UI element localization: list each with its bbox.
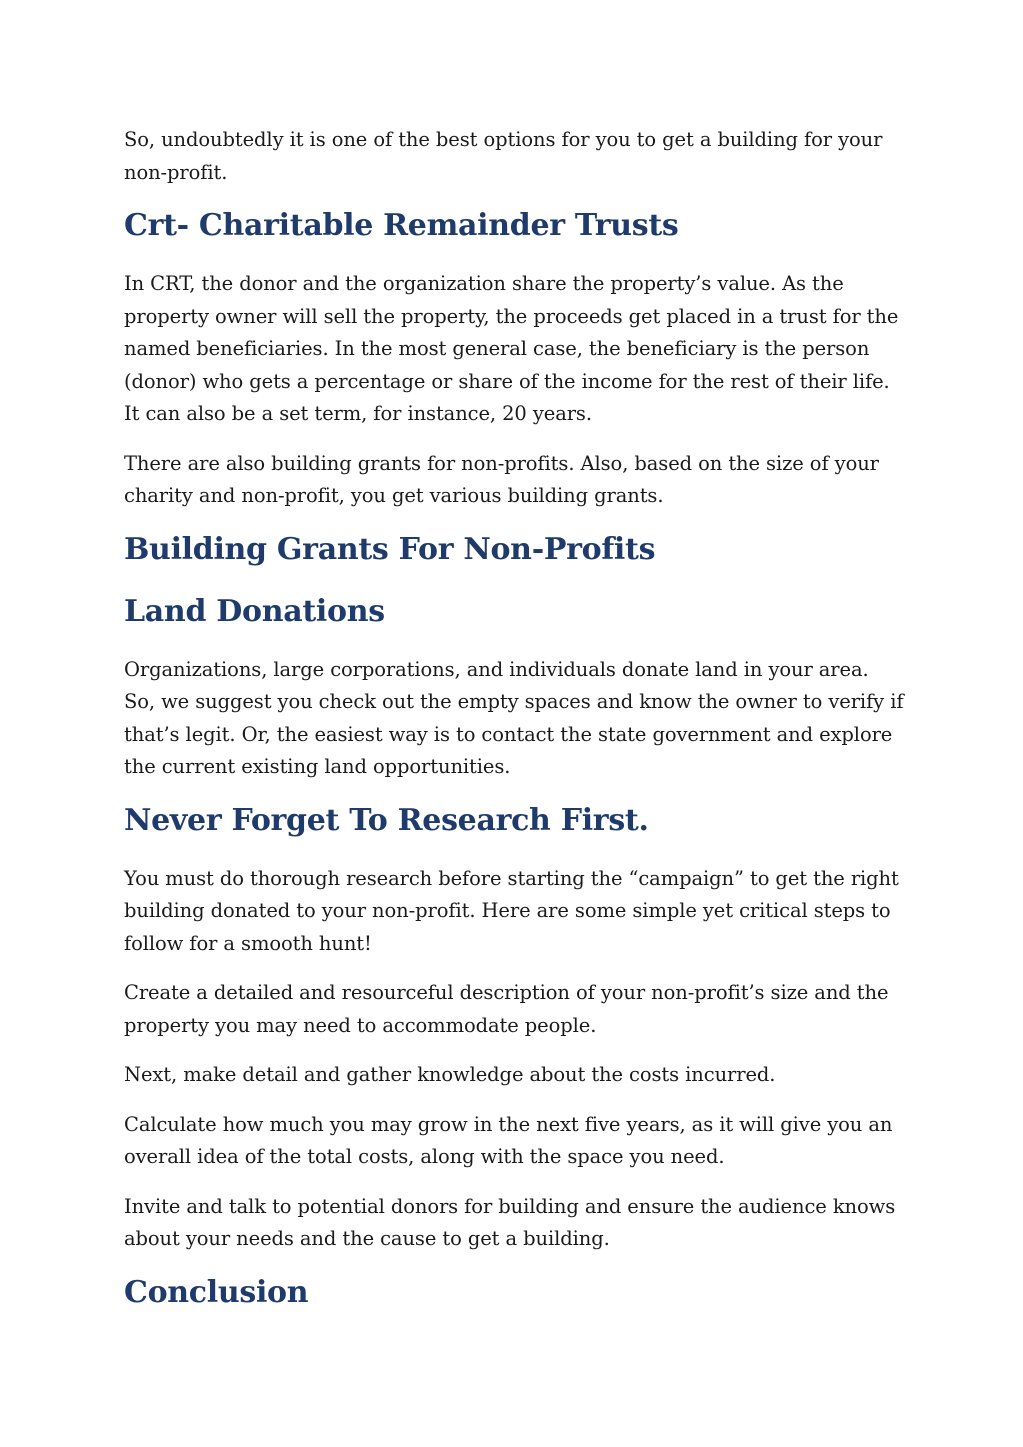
paragraph-step-growth: Calculate how much you may grow in the next five years, as it will give you an overall idea of the total costs, along with the space you need. [124,1112,893,1168]
paragraph-building-grants-intro: There are also building grants for non-profits. Also, based on the size of your charity and non-profit, you get various building grants. [124,451,879,507]
heading-building-grants: Building Grants For Non-Profits [124,531,656,567]
heading-land-donations: Land Donations [124,593,385,629]
document-page [124,124,904,1335]
paragraph-land-donations: Organizations, large corporations, and individuals donate land in your area. So, we suggest you check out the empty spaces and know the owner to verify if that’s legit. Or, the easiest way is to contact the state government and explore the current existing land opportunities. [124,657,904,778]
heading-conclusion: Conclusion [124,1274,309,1310]
heading-crt: Crt- Charitable Remainder Trusts [124,208,679,243]
paragraph-step-description: Create a detailed and resourceful description of your non-profit’s size and the property you may need to accommodate people. [124,981,889,1037]
heading-research-first: Never Forget To Research First. [124,802,649,838]
paragraph-step-donors: Invite and talk to potential donors for building and ensure the audience knows about your needs and the cause to get a building. [124,1194,896,1250]
paragraph-step-costs: Next, make detail and gather knowledge about the costs incurred. [124,1063,776,1086]
paragraph-intro: So, undoubtedly it is one of the best options for you to get a building for your non-profit. [124,128,883,184]
paragraph-crt-description: In CRT, the donor and the organization share the property’s value. As the property owner will sell the property, the proceeds get placed in a trust for the named beneficiaries. In the most general case, the beneficiary is the person (donor) who gets a percentage or share of the income for the rest of their life. It can also be a set term, for instance, 20 years. [124,272,899,425]
paragraph-research-intro: You must do thorough research before starting the “campaign” to get the right building donated to your non-profit. Here are some simple yet critical steps to follow for a smooth hunt! [124,866,899,955]
